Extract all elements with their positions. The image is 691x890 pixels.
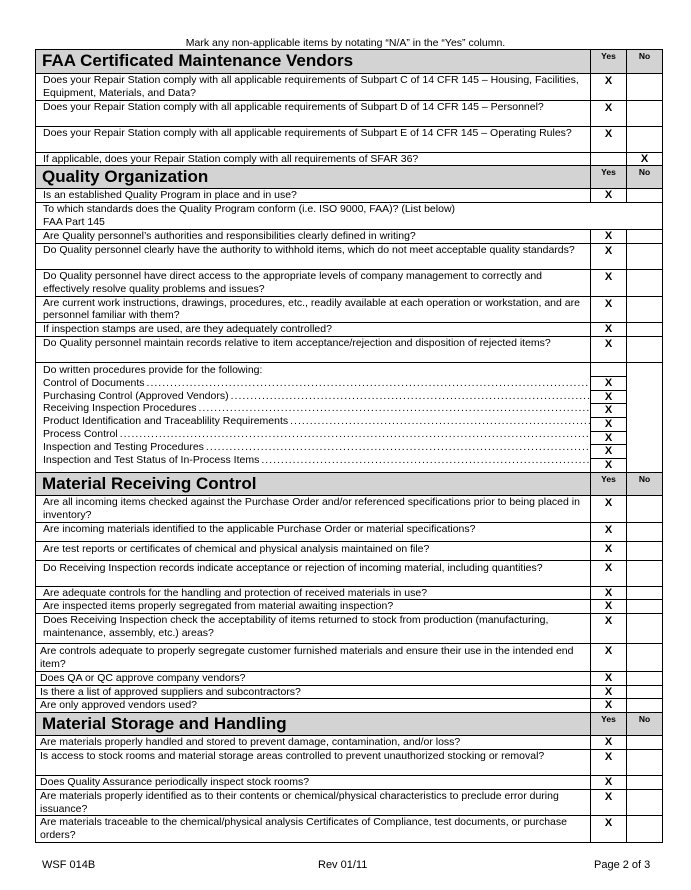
question-text: Does your Repair Station comply with all applicable requirements of Subpart D of 14 CFR 145 – Personnel? (36, 100, 591, 126)
yes-column-header: Yes (591, 50, 627, 74)
yes-mark[interactable]: X (591, 600, 627, 614)
question-text: Are controls adequate to properly segregate customer furnished materials and ensure their use in the intended end item? (36, 644, 591, 672)
instruction-text: Mark any non-applicable items by notating “N/A” in the “Yes” column. (185, 37, 506, 49)
procedures-intro: Do written procedures provide for the following: (43, 363, 263, 376)
yes-mark[interactable]: X (591, 671, 627, 685)
yes-mark[interactable]: X (591, 644, 627, 672)
no-column-header: No (627, 713, 663, 736)
no-mark[interactable] (627, 230, 663, 244)
no-mark[interactable] (627, 600, 663, 614)
question-text: Are incoming materials identified to the applicable Purchase Order or material specifications? (36, 522, 591, 541)
question-row (36, 269, 663, 296)
no-mark[interactable] (627, 522, 663, 541)
yes-column-header: Yes (591, 472, 627, 495)
section-title: Quality Organization (36, 166, 591, 189)
question-row (36, 685, 663, 699)
question-text: Does Quality Assurance periodically inspect stock rooms? (36, 775, 591, 789)
section-header (36, 472, 663, 495)
question-row (36, 560, 663, 586)
question-row (36, 336, 663, 362)
question-row (36, 541, 663, 560)
no-column-header: No (627, 50, 663, 74)
question-row (36, 789, 663, 816)
question-row (36, 775, 663, 789)
procedures-yes-column (591, 362, 627, 472)
procedure-label: Inspection and Testing Procedures (43, 440, 204, 453)
question-row (36, 644, 663, 672)
no-mark[interactable] (627, 699, 663, 713)
yes-mark[interactable]: X (591, 789, 627, 816)
procedure-label: Inspection and Test Status of In-Process Items (43, 453, 260, 466)
yes-mark[interactable]: X (591, 495, 627, 522)
question-row (36, 230, 663, 244)
question-row (36, 600, 663, 614)
yes-mark[interactable]: X (591, 296, 627, 323)
checklist-table (35, 49, 663, 843)
standards-cell (36, 203, 663, 230)
procedure-label: Purchasing Control (Approved Vendors) (43, 389, 229, 402)
question-row (36, 586, 663, 600)
question-row (36, 126, 663, 152)
yes-mark[interactable]: X (591, 390, 626, 404)
section-title: FAA Certificated Maintenance Vendors (36, 50, 591, 74)
question-text: Is there a list of approved suppliers and subcontractors? (36, 685, 591, 699)
no-mark[interactable] (627, 541, 663, 560)
yes-mark[interactable]: X (591, 74, 627, 101)
question-text: Do Receiving Inspection records indicate acceptance or rejection of incoming material, including quantities? (36, 560, 591, 586)
question-text: Are Quality personnel’s authorities and responsibilities clearly defined in writing? (36, 230, 591, 244)
question-row (36, 495, 663, 522)
standards-answer[interactable]: FAA Part 145 (43, 215, 105, 228)
no-mark[interactable] (627, 775, 663, 789)
yes-mark[interactable]: X (591, 749, 627, 775)
no-mark[interactable] (627, 74, 663, 101)
question-row (36, 100, 663, 126)
question-row (36, 323, 663, 337)
question-text: Are test reports or certificates of chemical and physical analysis maintained on file? (36, 541, 591, 560)
procedure-label: Process Control (43, 427, 118, 440)
question-text: Do Quality personnel clearly have the authority to withhold items, which do not meet acceptable quality standards? (36, 243, 591, 269)
no-mark[interactable] (627, 336, 663, 362)
question-text: Are adequate controls for the handling and protection of received materials in use? (36, 586, 591, 600)
yes-mark[interactable]: X (591, 230, 627, 244)
yes-mark[interactable]: X (591, 189, 627, 203)
no-mark[interactable] (627, 736, 663, 750)
procedure-item (43, 377, 590, 390)
yes-mark[interactable]: X (591, 458, 626, 472)
yes-mark[interactable]: X (591, 269, 627, 296)
question-text: If inspection stamps are used, are they adequately controlled? (36, 323, 591, 337)
question-text: Does your Repair Station comply with all applicable requirements of Subpart E of 14 CFR 145 – Operating Rules? (36, 126, 591, 152)
no-mark[interactable] (627, 296, 663, 323)
revision: Rev 01/11 (318, 859, 368, 871)
yes-mark[interactable]: X (591, 126, 627, 152)
no-mark[interactable] (627, 495, 663, 522)
dot-leader (206, 441, 590, 454)
yes-column-header: Yes (591, 713, 627, 736)
question-text: Are all incoming items checked against the Purchase Order and/or referenced specifications prior to being placed in inventory? (36, 495, 591, 522)
question-row (36, 699, 663, 713)
dot-leader (261, 454, 590, 467)
no-mark[interactable] (627, 685, 663, 699)
yes-mark[interactable]: X (591, 699, 627, 713)
question-text: Are only approved vendors used? (36, 699, 591, 713)
question-text: Do Quality personnel have direct access to the appropriate levels of company management to correctly and effectively resolve quality problems and issues? (36, 269, 591, 296)
question-text: Are materials properly handled and stored to prevent damage, contamination, and/or loss? (36, 736, 591, 750)
no-mark[interactable]: X (627, 152, 663, 166)
yes-mark[interactable]: X (591, 444, 626, 458)
dot-leader (120, 428, 590, 441)
procedure-item (43, 415, 590, 428)
dot-leader (147, 377, 590, 390)
yes-mark[interactable]: X (591, 736, 627, 750)
no-mark[interactable] (627, 749, 663, 775)
question-text: Does Receiving Inspection check the acceptability of items returned to stock from production (manufacturing, maintenance, assembly, etc.) areas? (36, 614, 591, 644)
question-row (36, 522, 663, 541)
no-mark[interactable] (627, 243, 663, 269)
question-text: Is access to stock rooms and material storage areas controlled to prevent unauthorized stocking or removal? (36, 749, 591, 775)
yes-mark[interactable] (591, 152, 627, 166)
question-row (36, 816, 663, 843)
question-row (36, 243, 663, 269)
procedure-label: Product Identification and Traceablility Requirements (43, 415, 289, 428)
yes-mark[interactable]: X (591, 336, 627, 362)
no-mark[interactable] (627, 789, 663, 816)
question-text: Are current work instructions, drawings, procedures, etc., readily available at each operation or workstation, and are personnel familiar with them? (36, 296, 591, 323)
procedure-label: Control of Documents (43, 376, 145, 389)
question-row (36, 671, 663, 685)
procedures-no-column (627, 362, 663, 472)
yes-mark[interactable]: X (591, 522, 627, 541)
dot-leader (199, 402, 590, 415)
question-row (36, 152, 663, 166)
dot-leader (231, 390, 590, 403)
no-mark[interactable] (627, 269, 663, 296)
section-header (36, 166, 663, 189)
yes-mark[interactable]: X (591, 775, 627, 789)
no-mark[interactable] (627, 189, 663, 203)
question-text: Are inspected items properly segregated from material awaiting inspection? (36, 600, 591, 614)
question-text: Are materials properly identified as to their contents or chemical/physical characteristics to preclude error during issuance? (36, 789, 591, 816)
procedure-label: Receiving Inspection Procedures (43, 402, 197, 415)
no-mark[interactable] (627, 323, 663, 337)
procedure-item (43, 454, 590, 467)
no-mark[interactable] (627, 671, 663, 685)
page-number: Page 2 of 3 (594, 859, 651, 871)
no-mark[interactable] (627, 100, 663, 126)
question-text: To which standards does the Quality Program conform (i.e. ISO 9000, FAA)? (List below) (43, 203, 456, 216)
no-column-header: No (627, 472, 663, 495)
no-mark[interactable] (627, 644, 663, 672)
yes-mark[interactable]: X (591, 376, 626, 390)
section-title: Material Receiving Control (36, 472, 591, 495)
procedures-cell (36, 362, 591, 472)
question-row (36, 736, 663, 750)
yes-mark[interactable]: X (591, 417, 626, 431)
question-row (36, 203, 663, 230)
yes-column-header: Yes (591, 166, 627, 189)
question-row (36, 74, 663, 101)
no-mark[interactable] (627, 816, 663, 843)
yes-mark[interactable]: X (591, 816, 627, 843)
section-header (36, 713, 663, 736)
dot-leader (290, 415, 590, 428)
yes-mark[interactable]: X (591, 323, 627, 337)
section-title: Material Storage and Handling (36, 713, 591, 736)
yes-mark[interactable]: X (591, 541, 627, 560)
yes-mark[interactable]: X (591, 403, 626, 417)
no-mark[interactable] (627, 586, 663, 600)
procedure-item (43, 402, 590, 415)
question-text: Are materials traceable to the chemical/physical analysis Certificates of Compliance, test documents, or purchase orders? (36, 816, 591, 843)
procedure-item (43, 441, 590, 454)
question-text: Does your Repair Station comply with all applicable requirements of Subpart C of 14 CFR 145 – Housing, Facilities, Equipment, Materials, and Data? (36, 74, 591, 101)
question-text: If applicable, does your Repair Station comply with all requirements of SFAR 36? (36, 152, 591, 166)
yes-mark[interactable]: X (591, 685, 627, 699)
no-column-header: No (627, 166, 663, 189)
yes-mark[interactable]: X (591, 586, 627, 600)
yes-mark[interactable]: X (591, 614, 627, 644)
no-mark[interactable] (627, 560, 663, 586)
no-mark[interactable] (627, 614, 663, 644)
question-row (36, 614, 663, 644)
procedure-item (43, 428, 590, 441)
question-text: Is an established Quality Program in place and in use? (36, 189, 591, 203)
yes-mark[interactable]: X (591, 560, 627, 586)
yes-mark[interactable]: X (591, 100, 627, 126)
procedure-item (43, 390, 590, 403)
form-id: WSF 014B (42, 859, 96, 871)
yes-mark[interactable]: X (591, 243, 627, 269)
procedures-row (36, 362, 663, 472)
no-mark[interactable] (627, 126, 663, 152)
yes-mark[interactable]: X (591, 431, 626, 445)
question-row (36, 189, 663, 203)
question-row (36, 296, 663, 323)
question-text: Do Quality personnel maintain records relative to item acceptance/rejection and disposition of rejected items? (36, 336, 591, 362)
question-row (36, 749, 663, 775)
section-header (36, 50, 663, 74)
question-text: Does QA or QC approve company vendors? (36, 671, 591, 685)
